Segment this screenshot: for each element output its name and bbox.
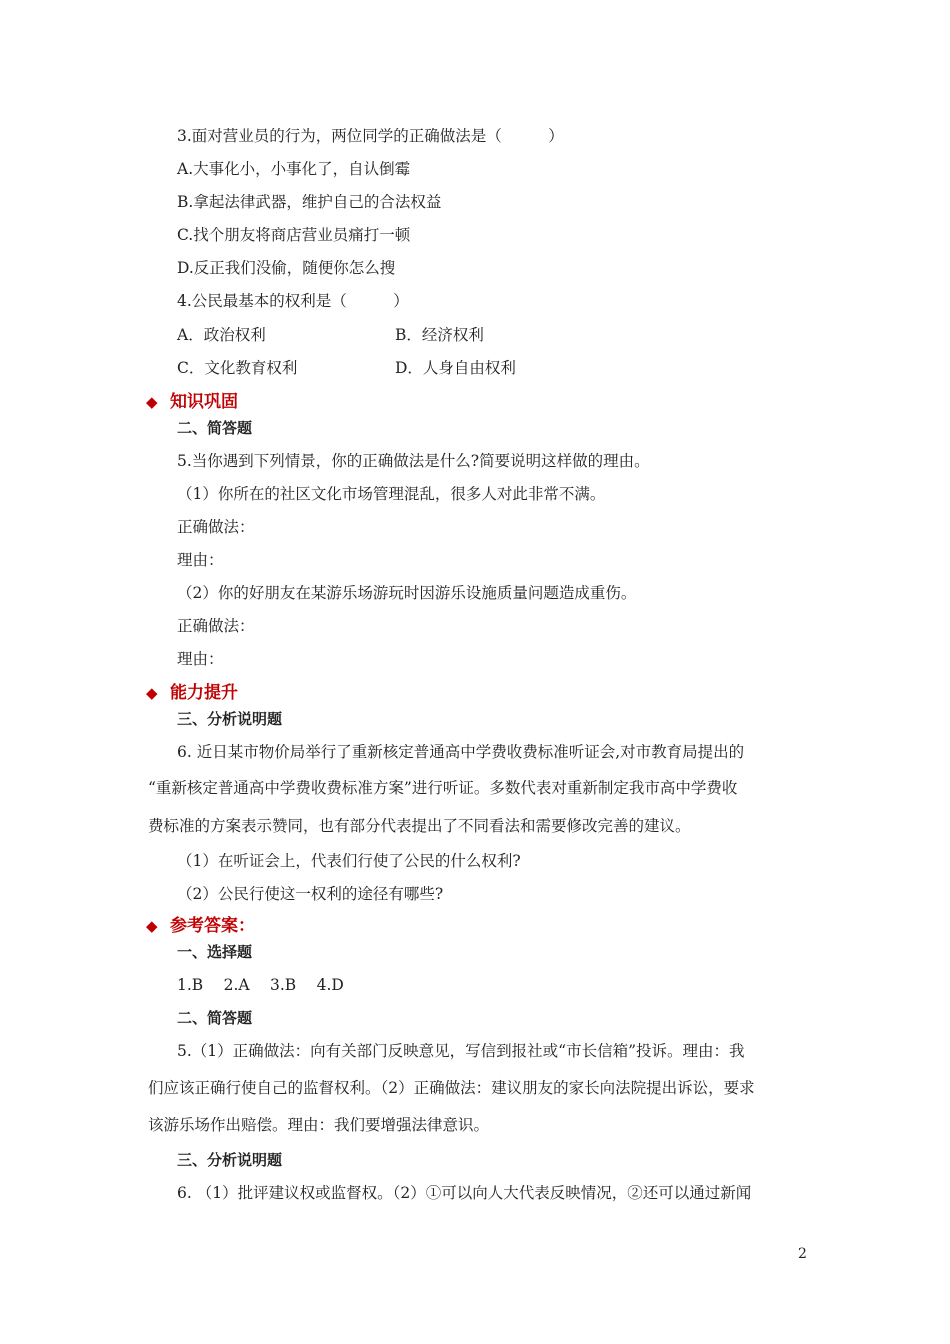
diamond-icon: ◆ xyxy=(146,917,158,935)
question-5-scenario-1: （1）你所在的社区文化市场管理混乱，很多人对此非常不满。 xyxy=(177,485,606,503)
section-answers xyxy=(146,914,255,938)
section-ability xyxy=(146,681,238,705)
answer-6-line-1: 6. （1）批评建议权或监督权。（2）①可以向人大代表反映情况，②还可以通过新闻 xyxy=(177,1184,752,1202)
question-4-option-b: B．经济权利 xyxy=(395,326,484,344)
answer-blank-reason-1: 理由： xyxy=(177,551,224,569)
question-5-stem: 5.当你遇到下列情景，你的正确做法是什么?简要说明这样做的理由。 xyxy=(177,452,650,470)
answer-5-line-2: 们应该正确行使自己的监督权利。（2）正确做法：建议朋友的家长向法院提出诉讼，要求 xyxy=(148,1079,755,1097)
section-knowledge xyxy=(146,390,238,414)
answer-blank-method-2: 正确做法： xyxy=(177,617,255,635)
answer-blank-method-1: 正确做法： xyxy=(177,518,255,536)
section-title: 参考答案： xyxy=(170,916,255,936)
page-number: 2 xyxy=(798,1246,807,1262)
question-5-scenario-2: （2）你的好朋友在某游乐场游玩时因游乐设施质量问题造成重伤。 xyxy=(177,584,637,602)
answer-5-line-3: 该游乐场作出赔偿。理由：我们要增强法律意识。 xyxy=(148,1116,490,1134)
heading-analysis: 三、分析说明题 xyxy=(177,710,283,728)
diamond-icon: ◆ xyxy=(146,393,158,411)
question-4-stem: 4.公民最基本的权利是（ ） xyxy=(177,292,409,310)
heading-choice: 一、选择题 xyxy=(177,943,253,961)
question-6-sub-1: （1）在听证会上，代表们行使了公民的什么权利? xyxy=(177,852,521,870)
answer-5-line-1: 5.（1）正确做法：向有关部门反映意见，写信到报社或“市长信箱”投诉。理由：我 xyxy=(177,1042,745,1060)
question-6-line-2: “重新核定普通高中学费收费标准方案”进行听证。多数代表对重新制定我市高中学费收 xyxy=(148,779,738,797)
heading-short-answer: 二、简答题 xyxy=(177,419,253,437)
question-4-option-d: D．人身自由权利 xyxy=(395,359,516,377)
question-3-option-a: A.大事化小，小事化了，自认倒霉 xyxy=(177,160,411,178)
heading-analysis: 三、分析说明题 xyxy=(177,1151,283,1169)
diamond-icon: ◆ xyxy=(146,684,158,702)
section-title: 能力提升 xyxy=(170,683,238,703)
heading-short-answer: 二、简答题 xyxy=(177,1009,253,1027)
question-6-sub-2: （2）公民行使这一权利的途径有哪些? xyxy=(177,885,444,903)
answer-blank-reason-2: 理由： xyxy=(177,650,224,668)
question-4-option-c: C．文化教育权利 xyxy=(177,359,298,377)
answer-choices: 1.B 2.A 3.B 4.D xyxy=(177,976,344,994)
section-title: 知识巩固 xyxy=(170,392,238,412)
question-6-line-1: 6. 近日某市物价局举行了重新核定普通高中学费收费标准听证会,对市教育局提出的 xyxy=(177,743,745,761)
question-3-stem: 3.面对营业员的行为，两位同学的正确做法是（ ） xyxy=(177,127,564,145)
question-4-option-a: A．政治权利 xyxy=(177,326,266,344)
question-3-option-c: C.找个朋友将商店营业员痛打一顿 xyxy=(177,226,411,244)
question-6-line-3: 费标准的方案表示赞同，也有部分代表提出了不同看法和需要修改完善的建议。 xyxy=(148,817,691,835)
question-3-option-b: B.拿起法律武器，维护自己的合法权益 xyxy=(177,193,442,211)
question-3-option-d: D.反正我们没偷，随便你怎么搜 xyxy=(177,259,396,277)
